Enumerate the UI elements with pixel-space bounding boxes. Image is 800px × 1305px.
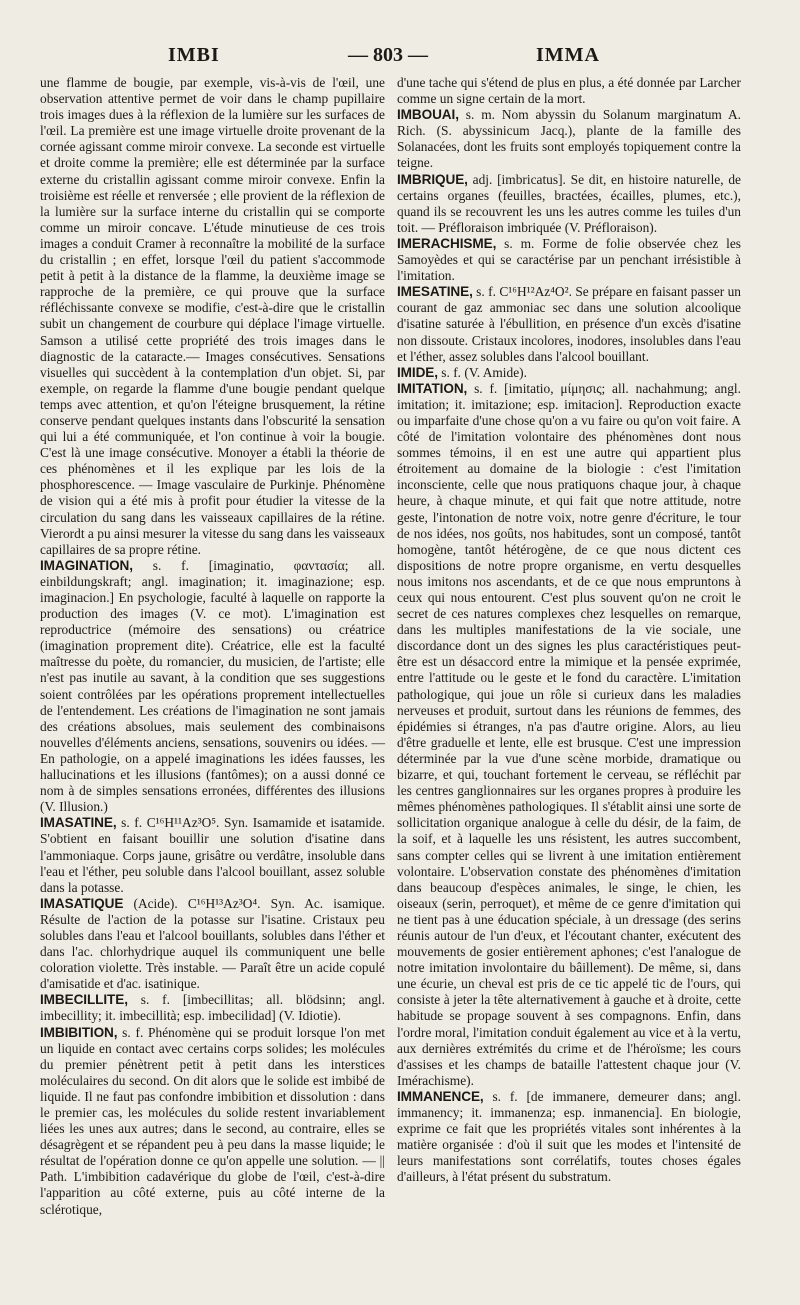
headword: IMASATIQUE [40, 895, 124, 911]
entry-imbibition: IMBIBITION, s. f. Phénomène qui se produit lorsque l'on met un liquide en contact avec certains corps solides; les molécules du premier pénètrent petit à petit dans les interstices moléculaires du second. On dit alors que le solide est imbibé de liquide. Il ne faut pas confondre imbibition et dissolution : dans le premier cas, les molécules du solide restent invariablement liées les unes aux autres; dans le second, au contraire, elles se désagrègent et se répandent peu à peu dans la masse liquide; le résultat de l'opération donne ce qu'on appelle une solution. — || Path. L'imbibition cadavérique du globe de l'œil, c'est-à-dire l'apparition au côté externe, puis au côté interne de la sclérotique, [40, 1024, 385, 1217]
entry-immanence: IMMANENCE, s. f. [de immanere, demeurer dans; angl. immanency; it. immanenza; esp. inmanencia]. En biologie, exprime ce fait que les propriétés vitales sont inhérentes à la matière organisée : d'où il suit que les modes et l'intensité de leurs manifestations sont corrélatifs, toutes choses égales d'ailleurs, à l'état présent du substratum. [397, 1088, 741, 1185]
entry-imerachisme: IMERACHISME, s. m. Forme de folie observée chez les Samoyèdes et qui se caractérise par un penchant irrésistible à l'imitation. [397, 235, 741, 284]
headword: IMBOUAI, [397, 107, 459, 123]
page-number: — 803 — [348, 44, 428, 66]
entry-imbecillite: IMBECILLITE, s. f. [imbecillitas; all. blödsinn; angl. imbecillity; it. imbecillità; esp. imbecilidad] (V. Idiotie). [40, 992, 385, 1024]
headword: IMBIBITION, [40, 1024, 118, 1040]
page-header [40, 40, 760, 74]
header-left-guideword: IMBI [168, 44, 220, 66]
headword: IMITATION, [397, 380, 468, 396]
headword: IMBRIQUE, [397, 171, 468, 187]
left-column [40, 75, 385, 1218]
header-right-guideword: IMMA [536, 44, 600, 66]
entry-imbouai: IMBOUAI, s. m. Nom abyssin du Solanum marginatum A. Rich. (S. abyssinicum Jacq.), plante de la famille des Solanacées, dont les fruits sont employés topiquement contre la teigne. [397, 107, 741, 171]
entry-imagination: IMAGINATION, s. f. [imaginatio, φαντασία; all. einbildungskraft; angl. imagination; it. imaginazione; esp. imaginacion.] En psychologie, faculté à laquelle on rapporte la production des images (V. ce mot). L'imagination est reproductrice (mémoire des sensations) ou créatrice (imagination proprement dite). Créatrice, elle est la faculté maîtresse du poète, du romancier, du musicien, de l'artiste; elle n'est pas inutile au savant, à la condition que ses suggestions soient contrôlées par les opérations proprement intellectuelles de l'entendement. Les créations de l'imagination ne sont jamais des créations absolues, mais seulement des combinaisons nouvelles d'éléments anciens, sensations, souvenirs ou idées. — En pathologie, on a appelé imaginations les idées fausses, les hallucinations et les illusions (fantômes); on a aussi donné ce nom à de simples sensations erronées, différentes des illusions (V. Illusion.) [40, 557, 385, 815]
headword: IMASATINE, [40, 815, 117, 831]
entry-continuation: une flamme de bougie, par exemple, vis-à-vis de l'œil, une observation attentive permet de voir dans le champ pupillaire trois images dues à la réflexion de la lumière sur les surfaces de l'œil. La première est une image virtuelle droite provenant de la cornée agissant comme miroir convexe. La seconde est virtuelle et droite comme la première; elle est déterminée par la surface externe du cristallin agissant comme miroir convexe. Enfin la troisième est réelle et renversée ; elle provient de la réflexion de la lumière sur la surface interne du cristallin qui se comporte comme un miroir concave. L'étude minutieuse de ces trois images a conduit Cramer à reconnaître la mobilité de la surface du cristallin ; en effet, lorsque l'œil du patient s'accommode petit à petit à la distance de la flamme, la deuxième image se rapproche de la première, ce qui prouve que la surface réfléchissante convexe se modifie, c'est-à-dire que le cristallin subit un changement de courbure qui déplace l'image virtuelle. Samson a utilisé cette propriété des trois images dans le diagnostic de la cataracte.— Images consécutives. Sensations visuelles qui succèdent à la contemplation d'un objet. Si, par exemple, on regarde la flamme d'une bougie pendant quelque temps avec attention, et qu'on l'éteigne brusquement, la rétine conserve pendant quelques instants dans l'obscurité la sensation qui lui a été communiquée, et l'on continue à voir la bougie. C'est là une image consécutive. Monoyer a établi la théorie de ces phénomènes et il les explique par les lois de la phosphorescence. — Image vasculaire de Purkinje. Phénomène de vision qui a été mis à profit pour étudier la vitesse de la circulation du sang dans les vaisseaux capillaires de la rétine. Vierordt a pu ainsi mesurer la vitesse du sang dans les vaisseaux capillaires de sa propre rétine. [40, 75, 385, 557]
entry-continuation: d'une tache qui s'étend de plus en plus, a été donnée par Larcher comme un signe certain de la mort. [397, 75, 741, 107]
right-column [397, 75, 741, 1185]
entry-imide: IMIDE, s. f. (V. Amide). [397, 364, 527, 380]
headword: IMMANENCE, [397, 1088, 484, 1104]
entry-imasatique: IMASATIQUE (Acide). C¹⁶H¹³Az³O⁴. Syn. Ac. isamique. Résulte de l'action de la potasse sur l'isatine. Cristaux peu solubles dans l'eau et l'alcool bouillants, solubles dans l'éther et dans l'ac. chlorhydrique auquel ils communiquent une belle coloration violette. Très instable. — Paraît être un acide copulé d'amisatide et d'ac. isatinique. [40, 895, 385, 992]
entry-imesatine: IMESATINE, s. f. C¹⁶H¹²Az⁴O². Se prépare en faisant passer un courant de gaz ammoniac sec dans une solution alcoolique d'isatine saturée à l'ébullition, en présence d'un excès d'isatine non dissoute. Cristaux incolores, inodores, insolubles dans l'eau et l'éther, assez solubles dans l'alcool bouillant. [397, 284, 741, 364]
entry-imasatine: IMASATINE, s. f. C¹⁶H¹¹Az³O⁵. Syn. Isamamide et isatamide. S'obtient en faisant bouillir une solution d'isatine dans l'ammoniaque. Corps jaune, grisâtre ou verdâtre, insoluble dans l'eau et l'éther, peu soluble dans l'alcool bouillant, assez soluble dans la potasse. [40, 815, 385, 895]
entry-imbrique: IMBRIQUE, adj. [imbricatus]. Se dit, en histoire naturelle, de certains organes (feuilles, bractées, écailles, plumes, etc.), quand ils se recouvrent les uns les autres comme les tuiles d'un toit. — Préfloraison imbriquée (V. Préfloraison). [397, 171, 741, 235]
headword: IMBECILLITE, [40, 992, 128, 1008]
headword: IMIDE, [397, 364, 438, 380]
headword: IMERACHISME, [397, 235, 497, 251]
entry-imitation: IMITATION, s. f. [imitatio, μίμησις; all. nachahmung; angl. imitation; it. imitazione; esp. imitacion]. Reproduction exacte ou imparfaite d'une chose qu'on a vu faire ou qu'on voit faire. A côté de l'imitation volontaire des phénomènes dont nous sommes témoins, il en est une autre qui appartient plus étroitement au domaine de la biologie : c'est l'imitation inconsciente, celle que nous pratiquons chaque jour, à chaque heure, à chaque minute, et qui fait que notre attitude, notre geste, l'intonation de notre voix, notre genre d'écriture, le tour de nos idées, nos goûts, nos habitudes, sont un composé, tantôt homogène, tantôt hétérogène, de ce que nous dictent ces dispositions de notre propre organisme, en vertu desquelles nous imitons nos ascendants, et de ce que nous empruntons à ceux qui nous entourent. C'est plus souvent qu'on ne croit le secret de ces natures complexes chez lesquelles on remarque, dans les multiples manifestations de la vie sociale, une discordance dont un des signes les plus caractéristiques peut-être est un désaccord entre la mimique et la pensée exprimée, entre l'attitude ou le geste et le fond du caractère. L'imitation pathologique, qui joue un rôle si curieux dans les maladies nerveuses et produit, surtout dans les réunions de femmes, des épidémies si étranges, n'a pas d'autre origine. Alors, au lieu d'être graduelle et lente, elle est brusque. C'est une impression déterminée par la vue d'une scène morbide, dramatique ou bizarre, et qui, touchant fortement le cerveau, se réfléchit par les centres ganglionnaires sur les organes propres à produire les mêmes phénomènes pathologiques. Il s'établit ainsi une sorte de sollicitation organique analogue à celle du désir, de la faim, de la soif, et à laquelle les uns résistent, les autres succombent, sans compter celles qui se livrent à une imitation entièrement volontaire. L'observation constate des phénomènes d'imitation dans beaucoup d'espèces animales, le singe, le chien, les oiseaux (serin, perroquet), et même de ce genre d'imitation qui ne tient pas à une éducation spéciale, à un dressage (des serins réunis autour de l'un d'eux, et l'écoutant chanter, exécutent des mouvements de gosier entièrement aphones; c'est l'analogue de notre imitation involontaire du bâillement). De même, si, dans une écurie, un cheval est pris de ce tic appelé tic de l'ours, qui consiste à jeter la tête alternativement à gauche et à droite, cette habitude se propage souvent à ses compagnons. Enfin, dans l'ordre moral, l'imitation conduit également au vice et à la vertu, aux dernières extrémités du crime et de l'héroïsme; les cours d'assises et les champs de bataille l'attestent chaque jour (V. Imérachisme). [397, 380, 741, 1088]
headword: IMESATINE, [397, 284, 473, 300]
headword: IMAGINATION, [40, 557, 133, 573]
